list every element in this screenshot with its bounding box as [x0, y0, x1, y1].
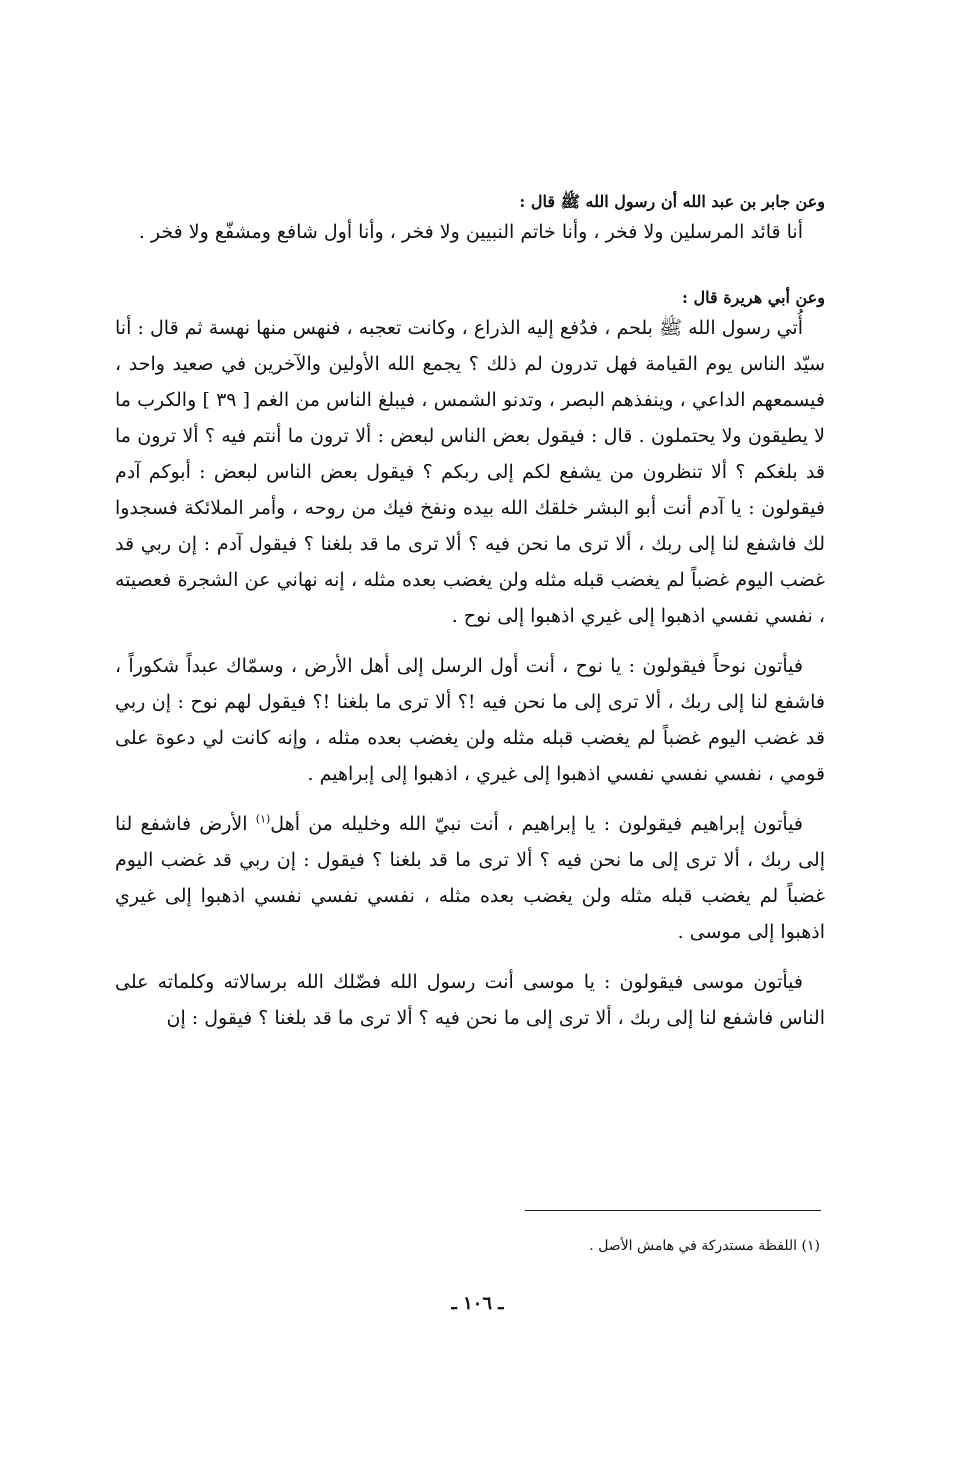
intro-abu-hurayra: وعن أبي هريرة قال : — [682, 288, 825, 307]
page-body — [115, 190, 825, 1036]
footnote-divider — [525, 1210, 821, 1211]
paragraph-nuh: فيأتون نوحاً فيقولون : يا نوح ، أنت أول الرسل إلى أهل الأرض ، وسمّاك عبداً شكوراً ، فاشفع لنا إلى ربك ، ألا ترى إلى ما نحن فيه !؟ ألا ترى ما بلغنا !؟ فيقول لهم نوح : إن ربي قد غضب اليوم غضباً لم يغضب قبله مثله ولن يغضب بعده مثله ، وإنه كانت لي دعوة على قومي ، نفسي نفسي نفسي اذهبوا إلى غيري ، اذهبوا إلى إبراهيم . — [115, 655, 825, 785]
footnote: (١) اللفظة مستدركة في هامش الأصل . — [589, 1238, 820, 1254]
paragraph-ibrahim-part2: الأرض فاشفع لنا إلى ربك ، ألا ترى إلى ما نحن فيه ؟ ألا ترى ما قد بلغنا ؟ فيقول : إن ربي قد غضب اليوم غضباً لم يغضب قبله مثله ولن يغضب بعده مثله ، نفسي نفسي نفسي اذهبوا إلى غيري اذهبوا إلى موسى . — [115, 813, 825, 943]
paragraph-adam: أُتي رسول الله ﷺ بلحم ، فدُفع إليه الذراع ، وكانت تعجبه ، فنهس منها نهسة ثم قال : أنا سيّد الناس يوم القيامة فهل تدرون لم ذلك ؟ يجمع الله الأولين والآخرين في صعيد واحد ، فيسمعهم الداعي ، وينفذهم البصر ، وتدنو الشمس ، فيبلغ الناس من الغم [ ٣٩ ] والكرب ما لا يطيقون ولا يحتملون . قال : فيقول بعض الناس لبعض : ألا ترون ما أنتم فيه ؟ ألا ترون ما قد بلغكم ؟ ألا تنظرون من يشفع لكم إلى ربكم ؟ فيقول بعض الناس لبعض : أبوكم آدم فيقولون : يا آدم أنت أبو البشر خلقك الله بيده ونفخ فيك من روحه ، وأمر الملائكة فسجدوا لك فاشفع لنا إلى ربك ، ألا ترى ما نحن فيه ؟ ألا ترى ما قد بلغنا ؟ فيقول آدم : إن ربي قد غضب اليوم غضباً لم يغضب قبله مثله ولن يغضب بعده مثله ، إنه نهاني عن الشجرة فعصيته ، نفسي نفسي اذهبوا إلى غيري اذهبوا إلى نوح . — [115, 317, 825, 627]
paragraph-ibrahim-part1: فيأتون إبراهيم فيقولون : يا إبراهيم ، أنت نبيّ الله وخليله من أهل — [270, 813, 803, 835]
footnote-marker: (١) — [255, 812, 271, 826]
paragraph-musa: فيأتون موسى فيقولون : يا موسى أنت رسول الله فضّلك الله برسالاته وكلماته على الناس فاشفع لنا إلى ربك ، ألا ترى إلى ما نحن فيه ؟ ألا ترى ما قد بلغنا ؟ فيقول : إن — [115, 971, 825, 1029]
paragraph-ibrahim — [115, 806, 825, 950]
page-number: ـ ١٠٦ ـ — [451, 1293, 504, 1314]
intro-jabir: وعن جابر بن عبد الله أن رسول الله ﷺ قال : — [519, 192, 825, 211]
hadith-jabir: أنا قائد المرسلين ولا فخر ، وأنا خاتم النبيين ولا فخر ، وأنا أول شافع ومشفّع ولا فخر . — [138, 221, 803, 243]
